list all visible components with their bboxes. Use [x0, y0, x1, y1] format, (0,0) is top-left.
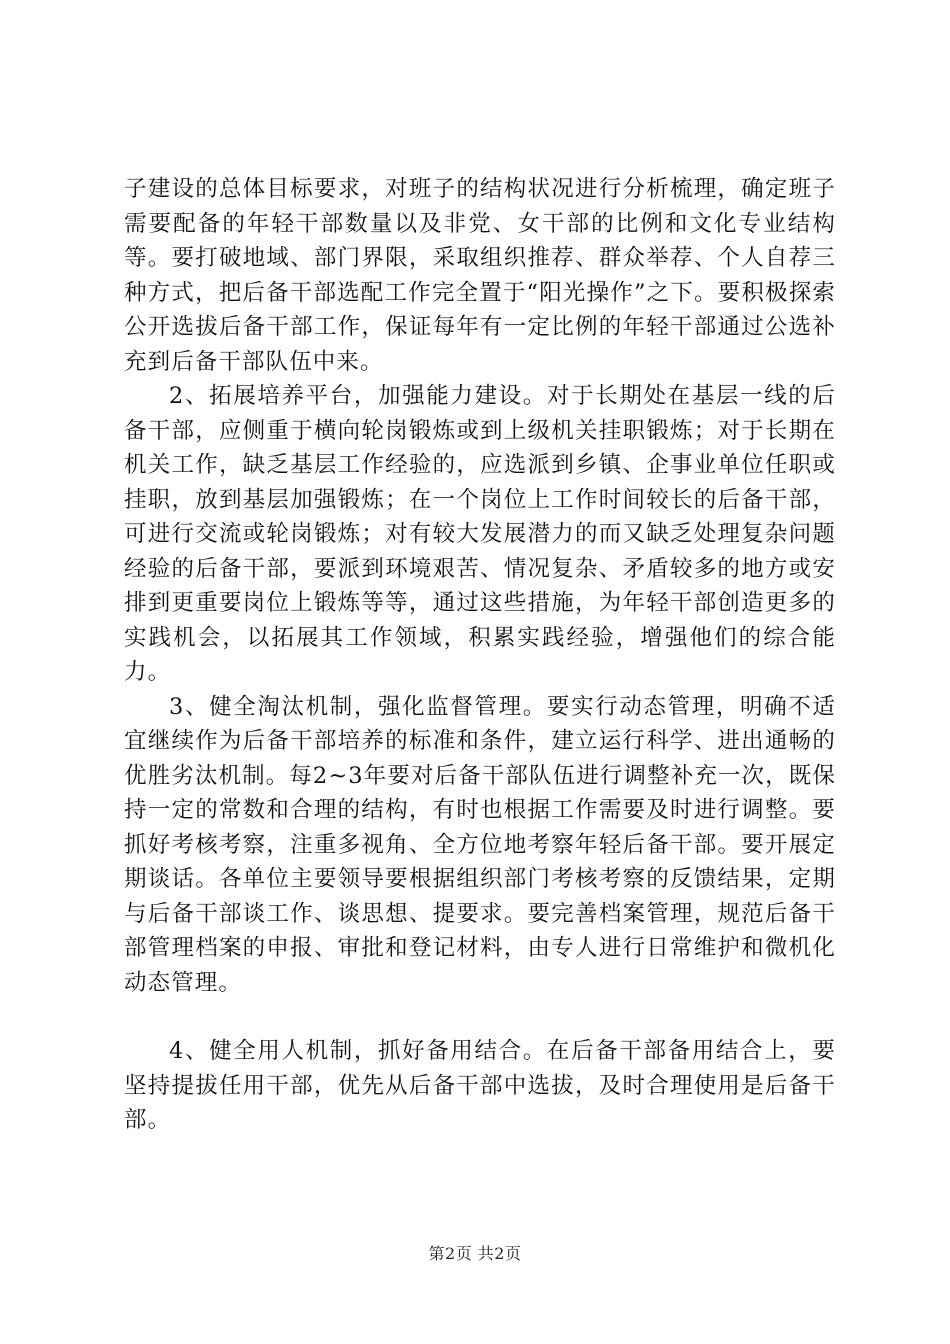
paragraph-item-2: 2、拓展培养平台，加强能力建设。对于长期处在基层一线的后备干部，应侧重于横向轮岗锻炼或到上级机关挂职锻炼；对于长期在机关工作，缺乏基层工作经验的，应选派到乡镇、企事业单位任职或挂职，放到基层加强锻炼；在一个岗位上工作时间较长的后备干部，可进行交流或轮岗锻炼；对有较大发展潜力的而又缺乏处理复杂问题经验的后备干部，要派到环境艰苦、情况复杂、矛盾较多的地方或安排到更重要岗位上锻炼等等，通过这些措施，为年轻干部创造更多的实践机会，以拓展其工作领域，积累实践经验，增强他们的综合能力。 — [124, 383, 836, 685]
page-number-footer: 第2页 共2页 — [428, 1244, 522, 1263]
paragraph-item-3: 3、健全淘汰机制，强化监督管理。要实行动态管理，明确不适宜继续作为后备干部培养的标准和条件，建立运行科学、进出通畅的优胜劣汰机制。每2~3年要对后备干部队伍进行调整补充一次，既保持一定的常数和合理的结构，有时也根据工作需要及时进行调整。要抓好考核考察，注重多视角、全方位地考察年轻后备干部。要开展定期谈话。各单位主要领导要根据组织部门考核考察的反馈结果，定期与后备干部谈工作、谈思想、提要求。要完善档案管理，规范后备干部管理档案的申报、审批和登记材料，由专人进行日常维护和微机化动态管理。 — [124, 693, 836, 996]
document-body — [124, 172, 836, 1138]
paragraph-item-4: 4、健全用人机制，抓好备用结合。在后备干部备用结合上，要坚持提拔任用干部，优先从后备干部中选拔，及时合理使用是后备干部。 — [124, 1038, 836, 1133]
paragraph-continuation: 子建设的总体目标要求，对班子的结构状况进行分析梳理，确定班子需要配备的年轻干部数量以及非党、女干部的比例和文化专业结构等。要打破地域、部门界限，采取组织推荐、群众举荐、个人自荐三种方式，把后备干部选配工作完全置于“阳光操作”之下。要积极探索公开选拔后备干部工作，保证每年有一定比例的年轻干部通过公选补充到后备干部队伍中来。 — [124, 176, 836, 375]
